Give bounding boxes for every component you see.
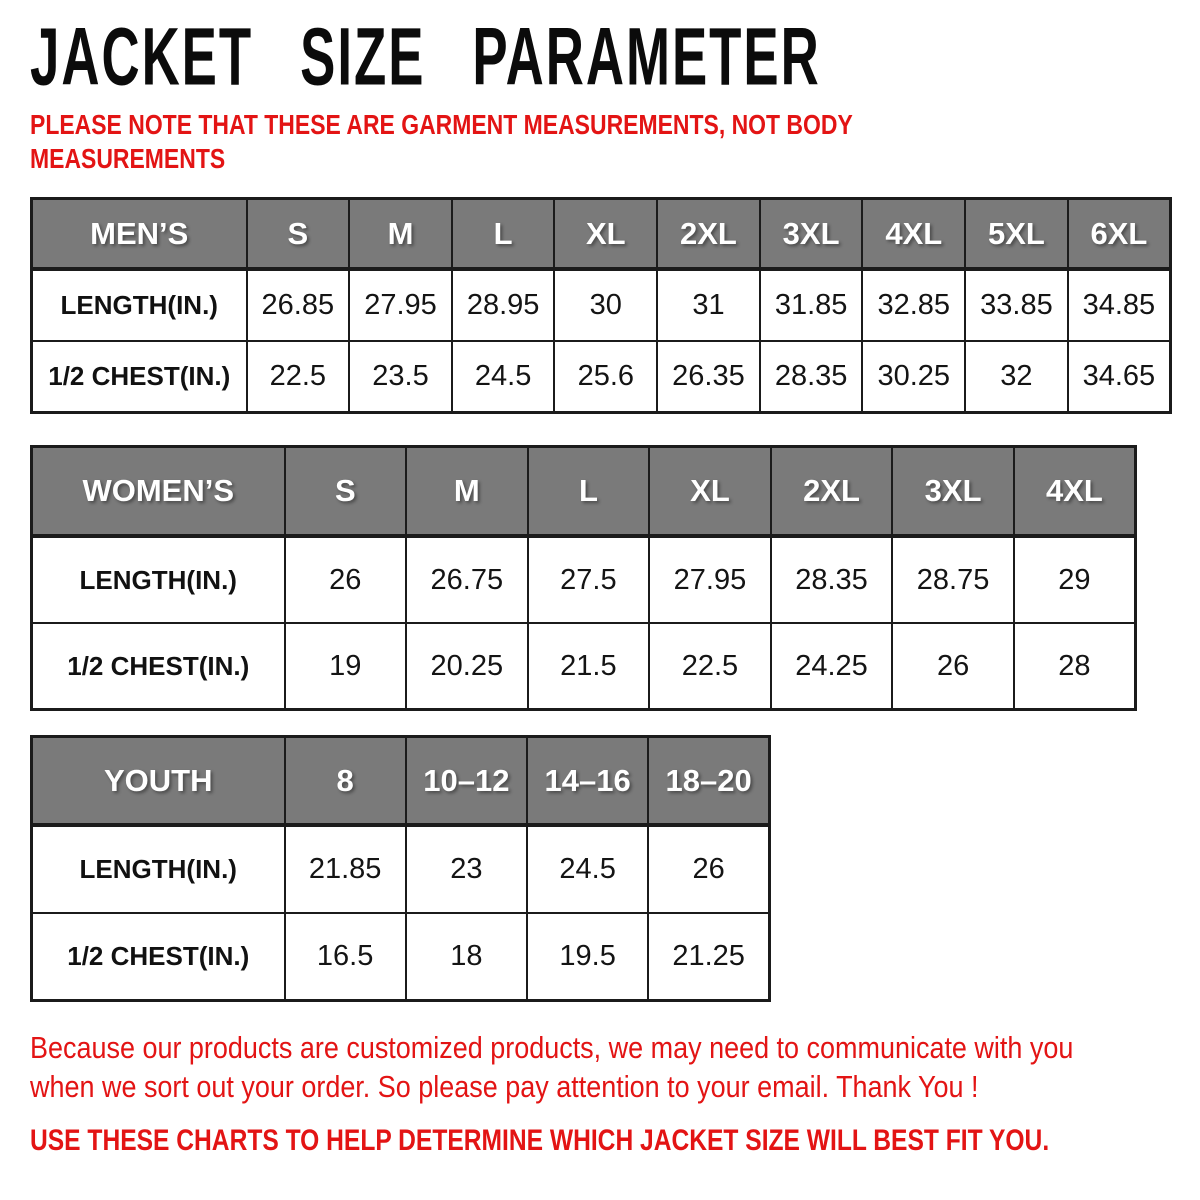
measurement-value-cell: 28.95 [452, 269, 555, 341]
measurement-value-cell: 26 [285, 536, 407, 623]
row-label-cell: 1/2 CHEST(IN.) [32, 623, 285, 710]
measurement-value-cell: 29 [1014, 536, 1136, 623]
size-column-header: 5XL [965, 199, 1068, 270]
row-label-cell: LENGTH(IN.) [32, 825, 285, 913]
measurement-value-cell: 26 [892, 623, 1014, 710]
measurement-value-cell: 22.5 [649, 623, 771, 710]
table-corner-label: YOUTH [32, 737, 285, 826]
measurement-value-cell: 24.5 [527, 825, 648, 913]
note-line-2: MEASUREMENTS [30, 143, 226, 174]
measurement-value-cell: 21.85 [285, 825, 406, 913]
womens-size-table [30, 445, 1137, 711]
row-label-cell: LENGTH(IN.) [32, 269, 247, 341]
measurement-value-cell: 28.35 [771, 536, 893, 623]
measurement-value-cell: 26.85 [247, 269, 350, 341]
measurement-value-cell: 32.85 [862, 269, 965, 341]
measurement-value-cell: 23 [406, 825, 527, 913]
row-label-cell: LENGTH(IN.) [32, 536, 285, 623]
measurement-row [32, 913, 770, 1001]
youth-size-table [30, 735, 771, 1002]
size-column-header: 6XL [1068, 199, 1171, 270]
measurement-value-cell: 24.5 [452, 341, 555, 413]
measurement-value-cell: 21.25 [648, 913, 769, 1001]
measurement-value-cell: 33.85 [965, 269, 1068, 341]
garment-measurement-note [30, 108, 853, 176]
measurement-value-cell: 26.35 [657, 341, 760, 413]
measurement-value-cell: 20.25 [406, 623, 528, 710]
size-column-header: L [528, 447, 650, 537]
measurement-value-cell: 34.65 [1068, 341, 1171, 413]
size-header-row [32, 737, 770, 826]
size-header-row [32, 447, 1136, 537]
measurement-value-cell: 28.75 [892, 536, 1014, 623]
notice-line-1: Because our products are customized products, we may need to communicate with you [30, 1030, 1074, 1065]
measurement-row [32, 341, 1171, 413]
measurement-value-cell: 31 [657, 269, 760, 341]
measurement-value-cell: 19.5 [527, 913, 648, 1001]
size-column-header: 3XL [760, 199, 863, 270]
size-column-header: XL [649, 447, 771, 537]
note-line-1: PLEASE NOTE THAT THESE ARE GARMENT MEASUREMENTS, NOT BODY [30, 109, 853, 140]
measurement-value-cell: 32 [965, 341, 1068, 413]
measurement-value-cell: 19 [285, 623, 407, 710]
fit-advice-text: USE THESE CHARTS TO HELP DETERMINE WHICH JACKET SIZE WILL BEST FIT YOU. [30, 1124, 1050, 1157]
measurement-value-cell: 28 [1014, 623, 1136, 710]
page-title: JACKET SIZE PARAMETER [30, 10, 821, 102]
size-column-header: M [406, 447, 528, 537]
measurement-value-cell: 18 [406, 913, 527, 1001]
customization-notice [30, 1028, 1073, 1106]
measurement-row [32, 825, 770, 913]
size-column-header: XL [554, 199, 657, 270]
measurement-value-cell: 21.5 [528, 623, 650, 710]
row-label-cell: 1/2 CHEST(IN.) [32, 913, 285, 1001]
measurement-value-cell: 25.6 [554, 341, 657, 413]
measurement-value-cell: 23.5 [349, 341, 452, 413]
size-column-header: 18–20 [648, 737, 769, 826]
measurement-value-cell: 26 [648, 825, 769, 913]
measurement-value-cell: 24.25 [771, 623, 893, 710]
size-column-header: S [247, 199, 350, 270]
size-column-header: 2XL [657, 199, 760, 270]
measurement-value-cell: 27.5 [528, 536, 650, 623]
size-header-row [32, 199, 1171, 270]
mens-size-table [30, 197, 1172, 414]
size-column-header: 8 [285, 737, 406, 826]
size-column-header: 4XL [862, 199, 965, 270]
measurement-value-cell: 28.35 [760, 341, 863, 413]
size-column-header: 10–12 [406, 737, 527, 826]
measurement-value-cell: 31.85 [760, 269, 863, 341]
measurement-value-cell: 34.85 [1068, 269, 1171, 341]
size-column-header: 4XL [1014, 447, 1136, 537]
measurement-value-cell: 27.95 [349, 269, 452, 341]
size-column-header: S [285, 447, 407, 537]
measurement-value-cell: 16.5 [285, 913, 406, 1001]
measurement-row [32, 536, 1136, 623]
size-column-header: 14–16 [527, 737, 648, 826]
row-label-cell: 1/2 CHEST(IN.) [32, 341, 247, 413]
size-column-header: M [349, 199, 452, 270]
measurement-value-cell: 26.75 [406, 536, 528, 623]
measurement-row [32, 623, 1136, 710]
size-column-header: 2XL [771, 447, 893, 537]
table-corner-label: MEN’S [32, 199, 247, 270]
measurement-row [32, 269, 1171, 341]
measurement-value-cell: 22.5 [247, 341, 350, 413]
size-column-header: 3XL [892, 447, 1014, 537]
table-corner-label: WOMEN’S [32, 447, 285, 537]
measurement-value-cell: 30.25 [862, 341, 965, 413]
size-column-header: L [452, 199, 555, 270]
measurement-value-cell: 30 [554, 269, 657, 341]
notice-line-2: when we sort out your order. So please pay attention to your email. Thank You ! [30, 1069, 979, 1104]
measurement-value-cell: 27.95 [649, 536, 771, 623]
